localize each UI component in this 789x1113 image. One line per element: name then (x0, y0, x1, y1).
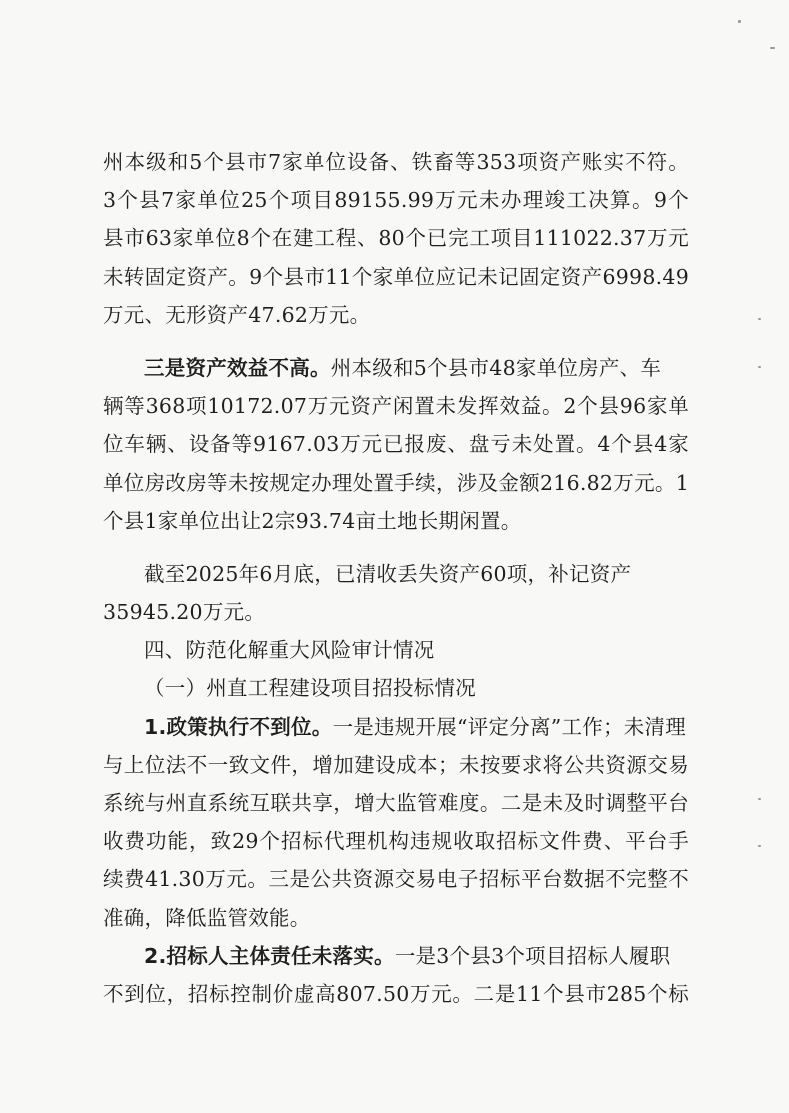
paragraph-lead: 三是资产效益不高。 (144, 355, 331, 380)
scan-speck (758, 318, 761, 320)
text-line: 单位房改房等未按规定办理处置手续，涉及金额216.82万元。1 (103, 470, 689, 495)
paragraph-first-line (103, 937, 689, 975)
text-line: 截至2025年6月底，已清收丢失资产60项，补记资产 (144, 561, 632, 586)
text-line: 系统与州直系统互联共享，增大监管难度。二是未及时调整平台 (103, 791, 689, 815)
text-line: 准确，降低监管效能。 (103, 905, 311, 930)
text-line: 未转固定资产。9个县市11个家单位应记未记固定资产6998.49 (103, 264, 689, 289)
text-line: 35945.20万元。 (103, 600, 266, 625)
paragraph-first-line (103, 708, 689, 746)
scan-speck (758, 845, 761, 847)
scan-speck (758, 798, 761, 800)
scan-speck (738, 20, 741, 23)
scan-speck (770, 47, 775, 49)
scan-speck (758, 366, 761, 368)
section-heading: 四、防范化解重大风险审计情况 (144, 638, 435, 663)
text-run: 州本级和5个县市48家单位房产、车 (330, 355, 662, 380)
text-run: 一是违规开展“评定分离”工作；未清理 (332, 714, 687, 739)
text-run: 一是3个县3个项目招标人履职 (394, 943, 671, 968)
text-line: 州本级和5个县市7家单位设备、铁畜等353项资产账实不符。 (103, 150, 689, 174)
text-line: 3个县7家单位25个项目89155.99万元未办理竣工决算。9个 (103, 188, 689, 213)
paragraph-lead: 1.政策执行不到位。 (144, 714, 333, 739)
text-line: 续费41.30万元。三是公共资源交易电子招标平台数据不完整不 (103, 867, 689, 892)
text-line: 与上位法不一致文件，增加建设成本；未按要求将公共资源交易 (103, 752, 689, 777)
text-line: 县市63家单位8个在建工程、80个已完工项目111022.37万元 (103, 226, 689, 251)
text-line: 收费功能，致29个招标代理机构违规收取招标文件费、平台手 (103, 829, 689, 854)
text-line: 位车辆、设备等9167.03万元已报废、盘亏未处置。4个县4家 (103, 432, 689, 457)
text-line: 个县1家单位出让2宗93.74亩土地长期闲置。 (103, 508, 522, 533)
text-line: 辆等368项10172.07万元资产闲置未发挥效益。2个县96家单 (103, 394, 689, 419)
text-line: 万元、无形资产47.62万元。 (103, 302, 371, 327)
document-body (103, 143, 689, 1013)
paragraph-lead: 2.招标人主体责任未落实。 (144, 943, 395, 968)
subsection-heading: （一）州直工程建设项目招投标情况 (144, 676, 476, 701)
text-line: 不到位，招标控制价虚高807.50万元。二是11个县市285个标 (103, 981, 689, 1006)
paragraph-first-line (103, 349, 689, 387)
